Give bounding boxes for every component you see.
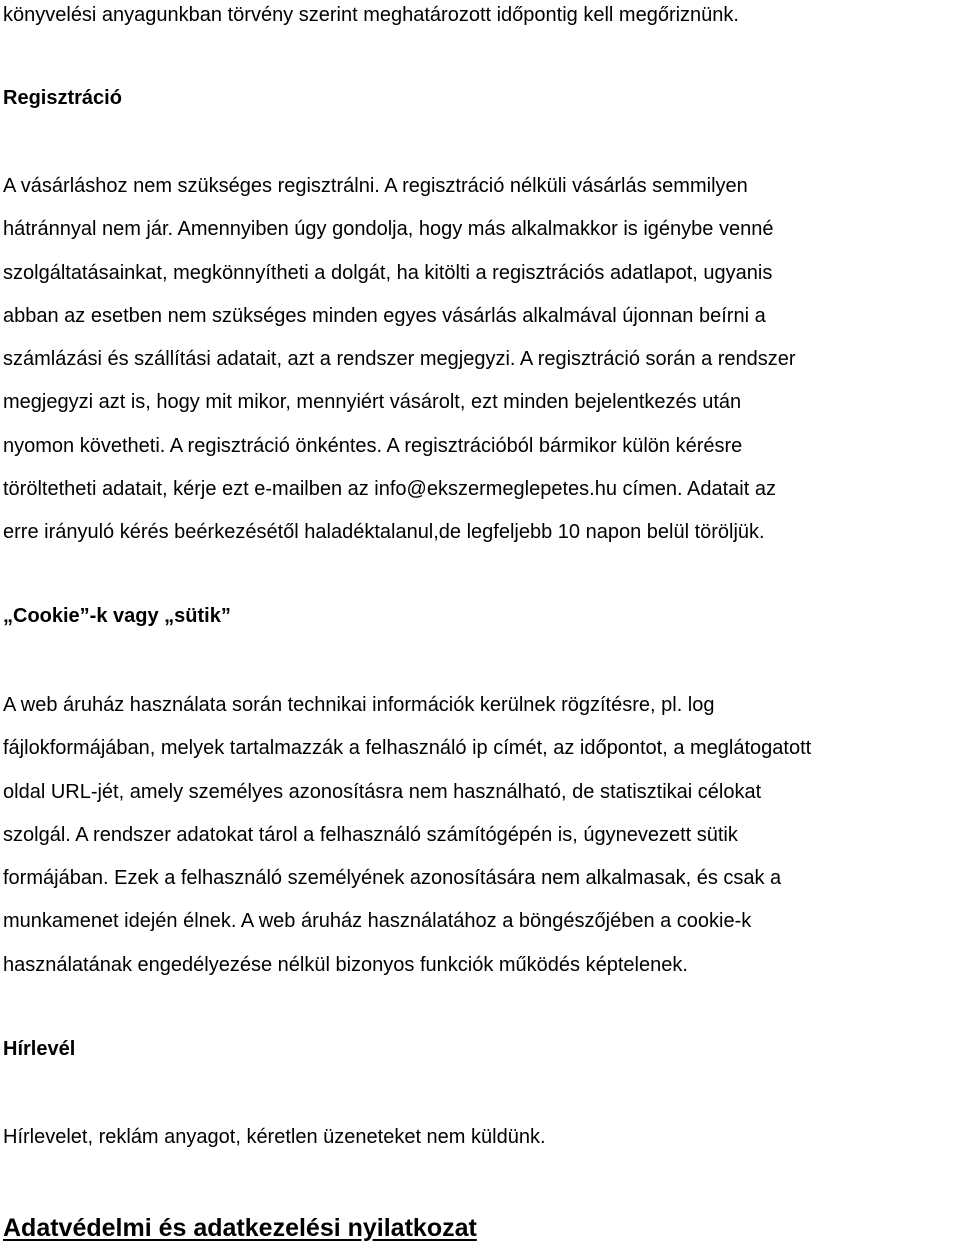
paragraph-line: A web áruház használata során technikai információk kerülnek rögzítésre, pl. log bbox=[3, 694, 715, 716]
paragraph-line: A vásárláshoz nem szükséges regisztrálni. A regisztráció nélküli vásárlás semmilyen bbox=[3, 175, 748, 197]
paragraph-line: oldal URL-jét, amely személyes azonosításra nem használható, de statisztikai célokat bbox=[3, 780, 762, 803]
paragraph-line: szolgáltatásainkat, megkönnyítheti a dolgát, ha kitölti a regisztrációs adatlapot, ugyanis bbox=[3, 261, 773, 284]
paragraph-line: hátránnyal nem jár. Amennyiben úgy gondolja, hogy más alkalmakkor is igénybe venné bbox=[3, 218, 774, 241]
section-paragraph-hirlevel bbox=[3, 1116, 960, 1159]
paragraph-line: számlázási és szállítási adatait, azt a rendszer megjegyzi. A regisztráció során a rendszer bbox=[3, 348, 796, 371]
paragraph-line: szolgál. A rendszer adatokat tárol a felhasználó számítógépén is, úgynevezett sütik bbox=[3, 823, 738, 846]
intro-paragraph bbox=[3, 0, 960, 37]
paragraph-line: fájlokformájában, melyek tartalmazzák a felhasználó ip címét, az időpontot, a meglátogatott bbox=[3, 737, 812, 760]
section-heading-regisztracio: Regisztráció bbox=[3, 87, 122, 109]
paragraph-line: formájában. Ezek a felhasználó személyének azonosítására nem alkalmasak, és csak a bbox=[3, 867, 782, 890]
paragraph-line: könyvelési anyagunkban törvény szerint meghatározott időpontig kell megőriznünk. bbox=[3, 4, 739, 26]
paragraph-line: megjegyzi azt is, hogy mit mikor, mennyiért vásárolt, ezt minden bejelentkezés után bbox=[3, 391, 742, 414]
section-paragraph-regisztracio bbox=[3, 165, 960, 555]
section-heading-hirlevel: Hírlevél bbox=[3, 1038, 76, 1060]
paragraph-line: abban az esetben nem szükséges minden egyes vásárlás alkalmával újonnan beírni a bbox=[3, 304, 766, 327]
paragraph-line: munkamenet idején élnek. A web áruház használatához a böngészőjében a cookie-k bbox=[3, 910, 752, 933]
section-heading-cookie: „Cookie”-k vagy „sütik” bbox=[3, 605, 231, 627]
section-heading-adatvedelmi: Adatvédelmi és adatkezelési nyilatkozat bbox=[3, 1214, 477, 1242]
paragraph-line: nyomon követheti. A regisztráció önkéntes. A regisztrációból bármikor külön kérésre bbox=[3, 434, 743, 457]
paragraph-line: használatának engedélyezése nélkül bizonyos funkciók működés képtelenek. bbox=[3, 953, 688, 976]
paragraph-line: erre irányuló kérés beérkezésétől haladéktalanul,de legfeljebb 10 napon belül töröljük. bbox=[3, 521, 765, 544]
paragraph-line: Hírlevelet, reklám anyagot, kéretlen üzeneteket nem küldünk. bbox=[3, 1126, 546, 1148]
paragraph-line: töröltetheti adatait, kérje ezt e-mailben az info@ekszermeglepetes.hu címen. Adatait az bbox=[3, 478, 776, 501]
section-paragraph-cookie bbox=[3, 684, 960, 987]
